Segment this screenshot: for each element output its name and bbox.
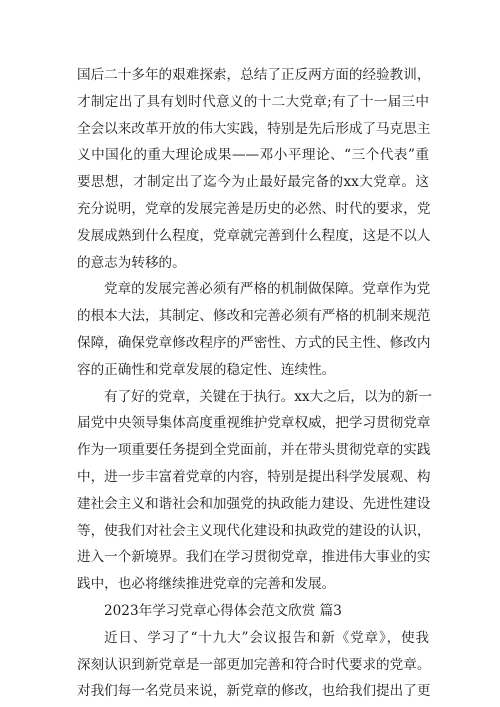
- text-line: 容的正确性和党章发展的稳定性、连续性。: [77, 361, 336, 378]
- text-line: 才制定出了具有划时代意义的十二大党章;有了十一届三中: [77, 93, 429, 110]
- text-line: 中，进一步丰富着党章的内容，特别是提出科学发展观、构: [77, 468, 431, 485]
- text-line: 充分说明，党章的发展完善是历史的必然、时代的要求，党: [77, 200, 431, 217]
- section-heading-text: 2023年学习党章心得体会范文欣赏 篇3: [104, 602, 342, 619]
- text-line: 义中国化的重大理论成果——邓小平理论、“三个代表”重: [77, 147, 429, 164]
- section-heading: [77, 598, 429, 625]
- text-line: 党章的发展完善必须有严格的机制做保障。党章作为党: [104, 281, 431, 298]
- text-line: 届党中央领导集体高度重视维护党章权威，把学习贯彻党章: [77, 415, 431, 432]
- text-line: 进入一个新境界。我们在学习贯彻党章，推进伟大事业的实: [77, 549, 431, 566]
- text-line: 对我们每一名党员来说，新党章的修改，也给我们提出了更: [77, 683, 431, 700]
- paragraph: [77, 384, 432, 598]
- text-line: 的根本大法，其制定、修改和完善必须有严格的机制来规范: [77, 308, 431, 325]
- text-line: 有了好的党章，关键在于执行。xx大之后，以为的新一: [104, 388, 432, 405]
- text-line: 的意志为转移的。: [77, 254, 186, 271]
- text-line: 近日、学习了“十九大”会议报告和新《党章》，使我: [104, 629, 429, 646]
- text-line: 建社会主义和谐社会和加强党的执政能力建设、先进性建设: [77, 495, 431, 512]
- text-line: 国后二十多年的艰难探索，总结了正反两方面的经验教训，: [77, 67, 431, 83]
- text-line: 全会以来改革开放的伟大实践，特别是先后形成了马克思主: [77, 120, 431, 137]
- text-line: 践中，也必将继续推进党章的完善和发展。: [77, 576, 336, 593]
- text-line: 作为一项重要任务提到全党面前，并在带头贯彻党章的实践: [77, 442, 431, 459]
- text-line: 等，使我们对社会主义现代化建设和执政党的建设的认识，: [77, 522, 431, 539]
- document-body: [77, 62, 432, 705]
- text-line: 要思想，才制定出了迄今为止最好最完备的xx大党章。这: [77, 174, 429, 191]
- text-line: 发展成熟到什么程度，党章就完善到什么程度，这是不以人: [77, 227, 431, 244]
- paragraph: [77, 62, 429, 276]
- text-line: 保障，确保党章修改程序的严密性、方式的民主性、修改内: [77, 334, 431, 351]
- paragraph: [77, 625, 429, 705]
- text-line: 深刻认识到新党章是一部更加完善和符合时代要求的党章。: [77, 656, 431, 673]
- paragraph: [77, 276, 429, 383]
